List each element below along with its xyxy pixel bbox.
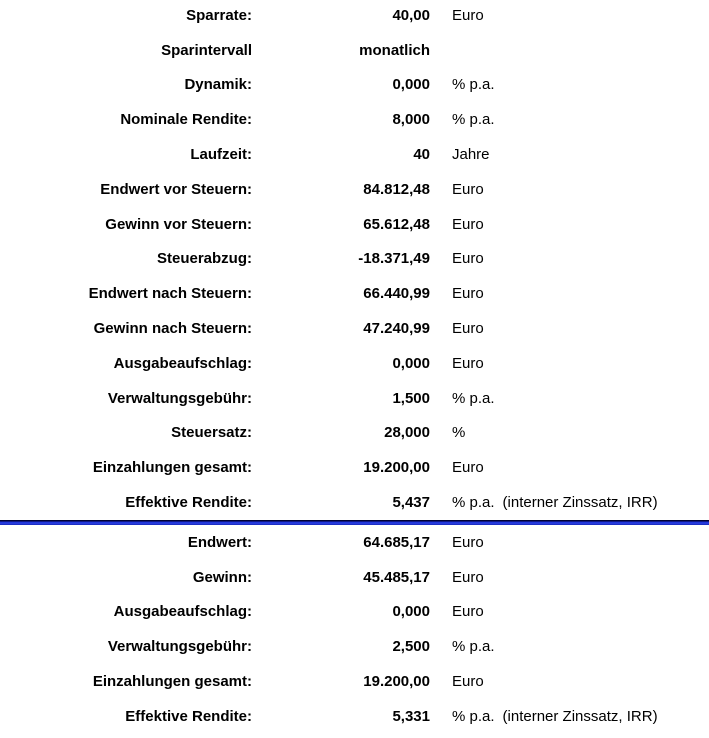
row-endwert-nach-steuern (0, 276, 709, 311)
row-value: 19.200,00 (363, 459, 430, 477)
row-unit: % p.a. (452, 638, 495, 656)
row-unit: % p.a. (452, 494, 495, 512)
row-endwert (0, 525, 709, 560)
row-unit: % p.a. (452, 707, 495, 725)
row-label: Endwert: (187, 533, 252, 551)
row-label: Laufzeit: (190, 146, 252, 164)
row-value: 66.440,99 (363, 285, 430, 303)
row-gewinn-vor-steuern (0, 207, 709, 242)
row-ausgabeaufschlag (0, 595, 709, 630)
row-unit: Euro (452, 533, 484, 551)
row-value: 65.612,48 (363, 215, 430, 233)
row-unit: Euro (452, 180, 484, 198)
row-label: Steuersatz: (171, 424, 252, 442)
row-value: monatlich (359, 41, 430, 59)
row-label: Nominale Rendite: (120, 111, 252, 129)
row-value: 40 (413, 146, 430, 164)
row-label: Endwert nach Steuern: (88, 285, 252, 303)
row-label: Ausgabeaufschlag: (113, 603, 252, 621)
row-value: 0,000 (392, 76, 430, 94)
row-nominale-rendite (0, 102, 709, 137)
row-unit: Euro (452, 320, 484, 338)
row-label: Dynamik: (184, 76, 252, 94)
row-label: Sparrate: (186, 6, 252, 24)
row-unit: Euro (452, 6, 484, 24)
row-note: (interner Zinssatz, IRR) (502, 494, 658, 512)
row-value: 5,437 (392, 494, 430, 512)
row-unit: % p.a. (452, 76, 495, 94)
row-value: 2,500 (392, 638, 430, 656)
row-unit: Euro (452, 215, 484, 233)
row-einzahlungen-gesamt (0, 664, 709, 699)
row-value: 45.485,17 (363, 568, 430, 586)
row-gewinn (0, 560, 709, 595)
row-dynamik (0, 68, 709, 103)
row-value: 1,500 (392, 389, 430, 407)
row-label: Gewinn: (192, 568, 252, 586)
row-label: Gewinn vor Steuern: (105, 215, 252, 233)
row-value: 28,000 (384, 424, 430, 442)
row-unit: Euro (452, 250, 484, 268)
row-endwert-vor-steuern (0, 172, 709, 207)
row-unit: Jahre (452, 146, 490, 164)
row-value: 19.200,00 (363, 673, 430, 691)
row-sparintervall (0, 33, 709, 68)
row-value: 64.685,17 (363, 533, 430, 551)
row-unit: % p.a. (452, 389, 495, 407)
row-label: Verwaltungsgebühr: (107, 638, 252, 656)
row-steuerabzug (0, 242, 709, 277)
row-label: Endwert vor Steuern: (100, 180, 252, 198)
row-label: Einzahlungen gesamt: (92, 459, 252, 477)
row-label: Effektive Rendite: (125, 494, 252, 512)
row-value: 40,00 (392, 6, 430, 24)
row-unit: Euro (452, 568, 484, 586)
row-unit: Euro (452, 285, 484, 303)
row-unit: % (452, 424, 466, 442)
row-steuersatz (0, 416, 709, 451)
row-label: Steuerabzug: (156, 250, 252, 268)
row-label: Einzahlungen gesamt: (92, 673, 252, 691)
row-label: Verwaltungsgebühr: (107, 389, 252, 407)
row-note: (interner Zinssatz, IRR) (502, 707, 658, 725)
row-unit: Euro (452, 459, 484, 477)
row-label: Gewinn nach Steuern: (93, 320, 252, 338)
row-value: 47.240,99 (363, 320, 430, 338)
row-label: Ausgabeaufschlag: (113, 354, 252, 372)
row-verwaltungsgebuehr (0, 629, 709, 664)
row-einzahlungen-gesamt (0, 450, 709, 485)
row-value: 0,000 (392, 603, 430, 621)
row-unit: Euro (452, 354, 484, 372)
row-label: Sparintervall (161, 41, 252, 59)
row-verwaltungsgebuehr (0, 381, 709, 416)
row-unit: Euro (452, 673, 484, 691)
section-results-comparison (0, 525, 709, 734)
row-effektive-rendite (0, 699, 709, 734)
row-value: 84.812,48 (363, 180, 430, 198)
row-gewinn-nach-steuern (0, 311, 709, 346)
row-unit: Euro (452, 603, 484, 621)
row-ausgabeaufschlag (0, 346, 709, 381)
row-value: -18.371,49 (358, 250, 430, 268)
row-effektive-rendite (0, 485, 709, 520)
row-unit: % p.a. (452, 111, 495, 129)
row-value: 0,000 (392, 354, 430, 372)
row-value: 8,000 (392, 111, 430, 129)
row-label: Effektive Rendite: (125, 707, 252, 725)
row-value: 5,331 (392, 707, 430, 725)
row-laufzeit (0, 137, 709, 172)
row-sparrate (0, 0, 709, 33)
